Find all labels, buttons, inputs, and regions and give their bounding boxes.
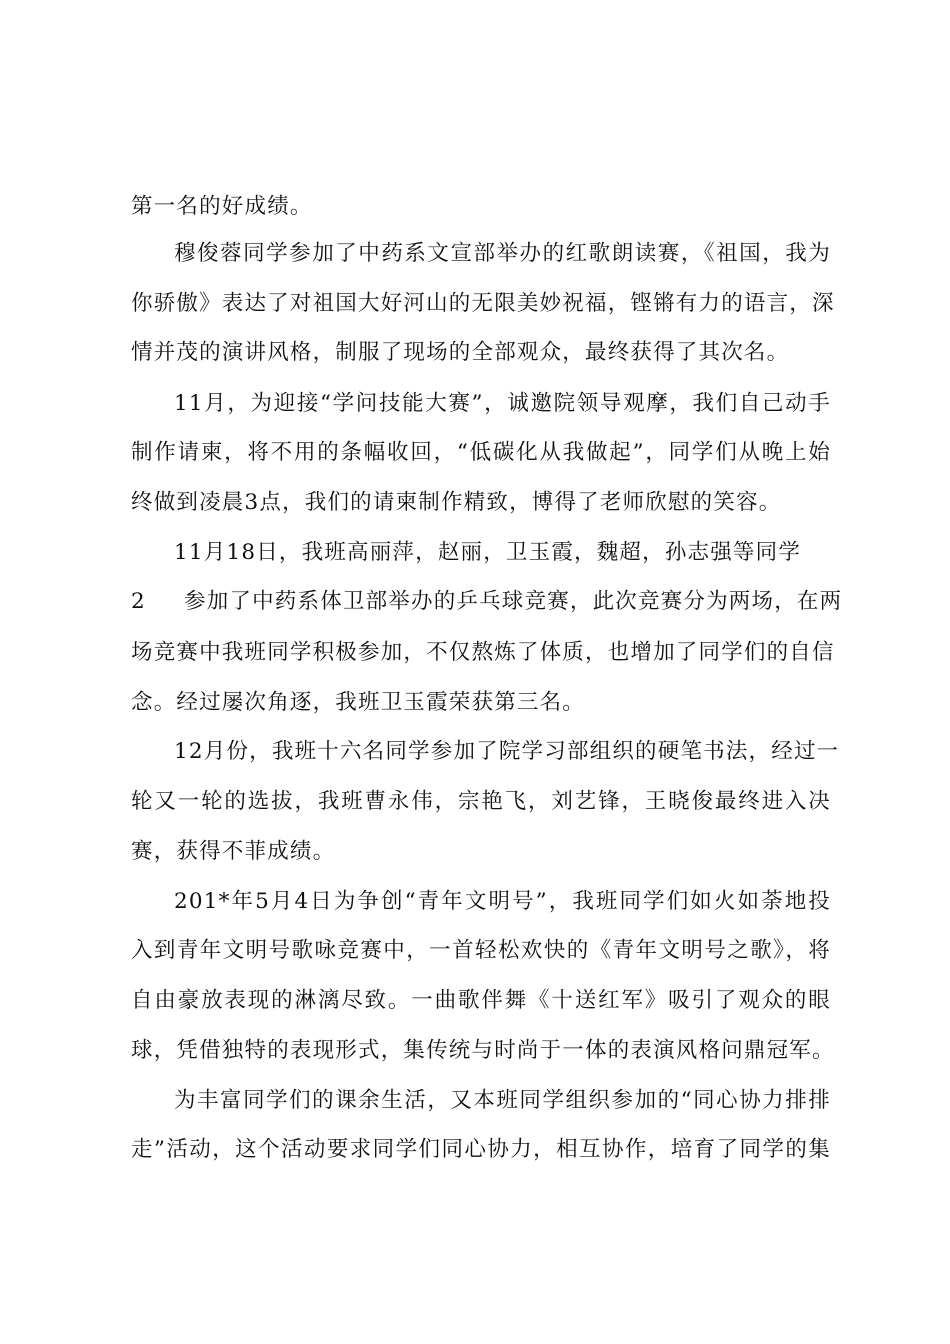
- text-line: 12月份，我班十六名同学参加了院学习部组织的硬笔书法，经过一: [174, 739, 840, 764]
- text-line: 你骄傲》表达了对祖国大好河山的无限美妙祝福，铿锵有力的语言，深: [131, 291, 835, 316]
- text-line: 赛，获得不菲成绩。: [131, 839, 336, 864]
- text-line: 入到青年文明号歌咏竞赛中，一首轻松欢快的《青年文明号之歌》，将: [131, 938, 831, 963]
- text-line: 11月18日，我班高丽萍，赵丽，卫玉霞，魏超，孙志强等同学: [174, 540, 802, 565]
- text-line: 轮又一轮的选拔，我班曹永伟，宗艳飞，刘艺锋，王晓俊最终进入决: [131, 789, 831, 814]
- text-line: 场竞赛中我班同学积极参加，不仅熬炼了体质，也增加了同学们的自信: [131, 640, 835, 665]
- text-line: 球，凭借独特的表现形式，集传统与时尚于一体的表演风格问鼎冠军。: [131, 1038, 835, 1063]
- text-line: 穆俊蓉同学参加了中药系文宣部举办的红歌朗读赛，《祖国，我为: [174, 241, 831, 266]
- text-line: 制作请柬，将不用的条幅收回，“低碳化从我做起”，同学们从晚上始: [131, 440, 831, 465]
- text-line: 为丰富同学们的课余生活，又本班同学组织参加的“同心协力排排: [174, 1088, 831, 1113]
- text-line: 11月，为迎接“学问技能大赛”，诚邀院领导观摩，我们自己动手: [174, 391, 831, 416]
- text-line: 第一名的好成绩。: [131, 194, 313, 219]
- text-line: 201*年5月4日为争创“青年文明号”，我班同学们如火如荼地投: [174, 889, 831, 914]
- text-line: 终做到凌晨3点，我们的请柬制作精致，博得了老师欣慰的笑容。: [131, 490, 782, 515]
- text-line: 自由豪放表现的淋漓尽致。一曲歌伴舞《十送红军》吸引了观众的眼: [131, 988, 831, 1013]
- page-number: 2: [131, 589, 145, 614]
- text-line: 参加了中药系体卫部举办的乒乓球竞赛，此次竞赛分为两场，在两: [184, 589, 843, 614]
- text-line: 走”活动，这个活动要求同学们同心协力，相互协作，培育了同学的集: [131, 1137, 831, 1162]
- text-line: 念。经过屡次角逐，我班卫玉霞荣获第三名。: [131, 690, 586, 715]
- text-line: 情并茂的演讲风格，制服了现场的全部观众，最终获得了其次名。: [131, 340, 790, 365]
